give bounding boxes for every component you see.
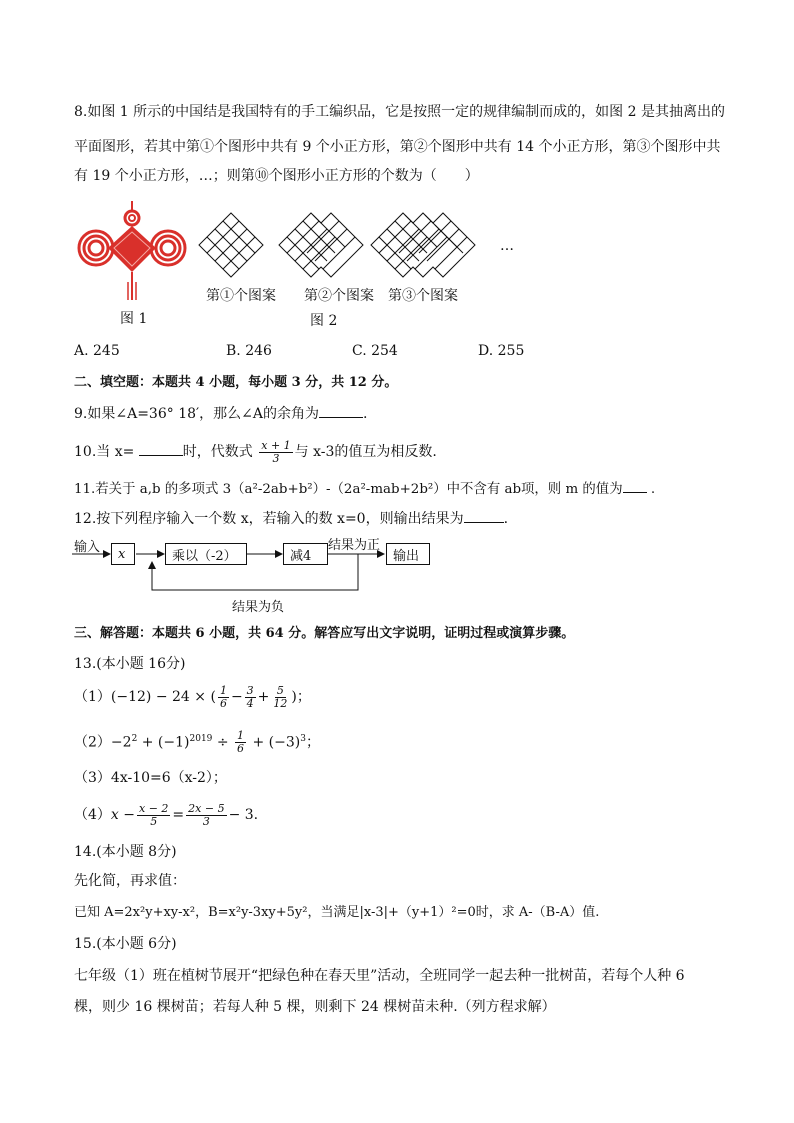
- q9-suffix: .: [363, 406, 368, 422]
- q9-blank: [319, 403, 363, 418]
- q10: [74, 438, 437, 466]
- q13-p2-end: ；: [305, 734, 320, 751]
- q13-p4-frac2-den: 3: [202, 814, 210, 828]
- q13-p2-d: + (−3): [248, 734, 301, 751]
- q13-part4: [74, 800, 258, 830]
- pattern-ellipsis: …: [500, 238, 514, 254]
- q13-p4-frac1-num: x − 2: [139, 801, 169, 815]
- flow-multiply-box: 乘以（-2）: [165, 543, 247, 565]
- q13-p4-frac1: [137, 803, 170, 828]
- option-d: D. 255: [478, 343, 525, 359]
- q11-text: 11.若关于 a,b 的多项式 3（a²-2ab+b²）-（2a²-mab+2b²）中不含有 ab项，则 m 的值为: [74, 482, 623, 497]
- q13-p4-frac1-den: 5: [150, 814, 158, 828]
- q13-part3: （3）4x-10=6（x-2）；: [74, 770, 227, 786]
- q15-line2: 棵，则少 16 棵树苗；若每人种 5 棵，则剩下 24 棵树苗未种.（列方程求解）: [74, 999, 556, 1015]
- q10-numerator: x + 1: [261, 438, 291, 452]
- q13-title: 13.(本小题 16分): [74, 656, 186, 672]
- q13-p1-end: )；: [291, 689, 311, 705]
- figure2-label: 图 2: [310, 313, 338, 329]
- section2-title: 二、填空题：本题共 4 小题，每小题 3 分，共 12 分。: [74, 375, 398, 390]
- chinese-knot-figure: [74, 196, 190, 304]
- q13-p4-a: x −: [110, 807, 135, 823]
- q8-line3: 有 19 个小正方形，…；则第⑩个图形小正方形的个数为（ ）: [74, 168, 479, 184]
- flow-negative-label: 结果为负: [232, 600, 285, 615]
- q13-p2-a: −2: [110, 734, 132, 751]
- figure1-label: 图 1: [120, 311, 148, 327]
- pattern2-label: 第②个图案: [304, 288, 374, 304]
- q13-p2-c: ÷: [212, 734, 234, 751]
- q14-intro: 先化简，再求值：: [74, 873, 186, 889]
- option-c: C. 254: [352, 343, 398, 359]
- q8-line2: 平面图形，若其中第①个图形中共有 9 个小正方形，第②个图形中共有 14 个小正方形，第③个图形中共: [74, 139, 721, 155]
- q13-p4-frac2-num: 2x − 5: [188, 801, 225, 815]
- q13-p1-frac2: [245, 685, 256, 710]
- pattern-1: [198, 212, 264, 278]
- q10-fraction: [259, 440, 292, 465]
- q13-p1-frac3-num: 5: [276, 683, 284, 697]
- q12-suffix: .: [503, 511, 509, 527]
- q13-p2-label: （2）: [74, 734, 111, 751]
- q15-line1: 七年级（1）班在植树节展开“把绿色种在春天里”活动，全班同学一起去种一批树苗，若每个人种 6: [74, 968, 685, 984]
- q13-p1-frac1-num: 1: [219, 683, 227, 697]
- q13-p2-exponent: 2019: [189, 734, 213, 744]
- q10-blank: [139, 441, 183, 456]
- q8-line1: 8.如图 1 所示的中国结是我国特有的手工编织品，它是按照一定的规律编制而成的，如图 2 是其抽离出的: [74, 104, 725, 120]
- q11: [74, 478, 655, 500]
- q13-p4-label: （4）: [74, 807, 111, 823]
- q10-prefix: 10.当 x=: [74, 444, 139, 460]
- q13-part1: （1）(−12) − 24 × ( $\frac{1}{6}$ − $\frac{3}{4}$ + $\frac{5}{12}$ )；: [74, 683, 311, 710]
- flowchart-arrows: [70, 530, 440, 602]
- q10-mid: 时，代数式: [182, 444, 253, 460]
- q11-blank: [623, 478, 647, 493]
- option-a: A. 245: [74, 343, 120, 359]
- q13-p4-eq: =: [172, 807, 185, 823]
- q13-p4-end: − 3.: [228, 807, 259, 823]
- pattern-2: [278, 212, 364, 278]
- flow-output-box: 输出: [386, 543, 430, 565]
- q13-p4-frac2: [186, 803, 226, 828]
- flow-x-box: x: [111, 543, 135, 565]
- flow-positive-label: 结果为正: [328, 538, 381, 553]
- q15-title: 15.(本小题 6分): [74, 936, 177, 952]
- q13-part2: $(2)-2^2 + (-1)^{2019}$ ÷ $\frac{1}{6}$ + $(-3)^3$；: [74, 729, 320, 756]
- q13-p1-expr: (−12) − 24 × (: [110, 689, 216, 705]
- pattern-3: [370, 212, 478, 278]
- flow-input-label: 输入: [74, 540, 101, 555]
- pattern1-label: 第①个图案: [206, 288, 276, 304]
- q13-p1-frac3-den: 12: [273, 696, 288, 710]
- q9-text: 9.如果∠A=36° 18′，那么∠A的余角为: [74, 406, 320, 422]
- q12: [74, 508, 508, 529]
- q13-p2-frac: [235, 730, 246, 755]
- flow-minus-box: 减4: [283, 543, 328, 565]
- q13-p2-b: + (−1): [137, 734, 190, 751]
- q10-suffix: 与 x-3的值互为相反数.: [294, 444, 437, 460]
- q13-p1-frac3: [271, 685, 289, 710]
- q12-text: 12.按下列程序输入一个数 x，若输入的数 x=0，则输出结果为: [74, 511, 464, 527]
- q13-p1-frac2-den: 4: [246, 696, 254, 710]
- q13-p2-frac-den: 6: [237, 742, 245, 756]
- q13-p1-label: （1）: [74, 689, 111, 705]
- q11-suffix: .: [650, 482, 656, 497]
- q13-p1-frac1-den: 6: [219, 696, 227, 710]
- q10-denominator: 3: [272, 451, 280, 465]
- q13-p1-frac1: [218, 685, 229, 710]
- section3-title: 三、解答题：本题共 6 小题，共 64 分。解答应写出文字说明，证明过程或演算步骤。: [74, 626, 575, 641]
- option-b: B. 246: [226, 343, 272, 359]
- q13-p2-frac-num: 1: [237, 729, 245, 743]
- q14-title: 14.(本小题 8分): [74, 844, 177, 860]
- q9: [74, 403, 367, 424]
- q14-body: 已知 A=2x²y+xy-x²，B=x²y-3xy+5y²，当满足|x-3|+（y+1）²=0时，求 A-（B-A）值.: [74, 905, 600, 920]
- pattern3-label: 第③个图案: [388, 288, 458, 304]
- q13-p1-frac2-num: 3: [246, 683, 254, 697]
- q12-blank: [464, 508, 504, 523]
